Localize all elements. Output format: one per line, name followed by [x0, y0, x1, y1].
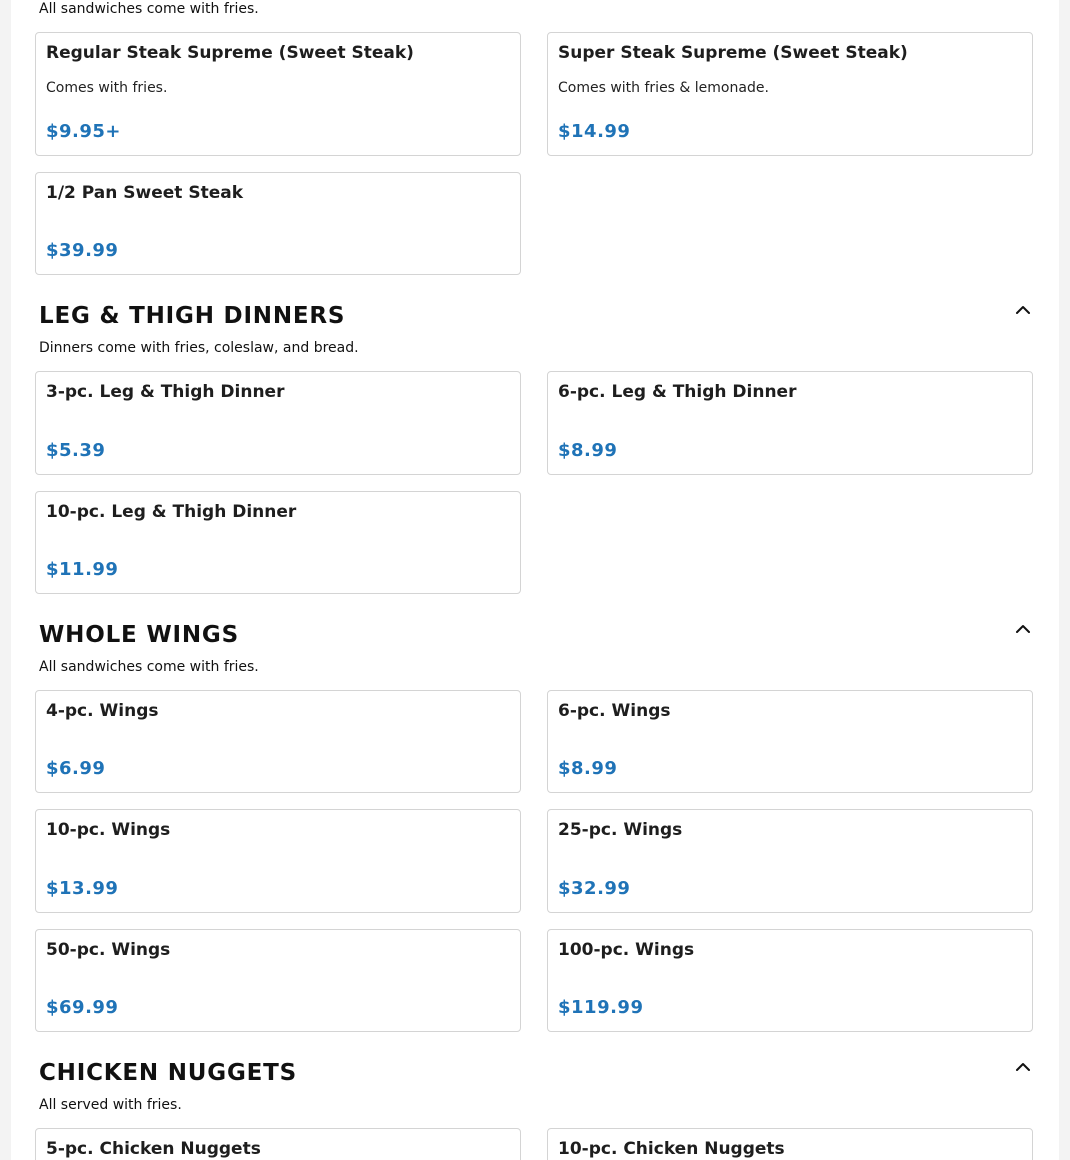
menu-item-name: 6-pc. Leg & Thigh Dinner: [558, 382, 797, 402]
menu-item-name: 100-pc. Wings: [558, 940, 695, 960]
menu-item-name: 25-pc. Wings: [558, 820, 683, 840]
menu-item-name: 6-pc. Wings: [558, 701, 671, 721]
section-title: WHOLE WINGS: [39, 622, 239, 648]
menu-item-card[interactable]: [35, 1128, 521, 1160]
menu-item-name: 10-pc. Wings: [46, 820, 171, 840]
section-header: [39, 1058, 1033, 1088]
menu-item-card[interactable]: [547, 32, 1033, 156]
menu-item-price: $69.99: [46, 997, 119, 1018]
menu-item-price: $13.99: [46, 878, 119, 899]
menu-item-name: Regular Steak Supreme (Sweet Steak): [46, 43, 414, 63]
menu-item-card[interactable]: [35, 929, 521, 1032]
section-description: All sandwiches come with fries.: [39, 659, 259, 675]
menu-item-card[interactable]: [35, 172, 521, 275]
menu-item-price: $8.99: [558, 758, 618, 779]
menu-page: [11, 0, 1059, 1160]
menu-item-name: 10-pc. Chicken Nuggets: [558, 1139, 785, 1159]
menu-item-card[interactable]: [35, 491, 521, 594]
menu-item-name: 4-pc. Wings: [46, 701, 159, 721]
menu-item-price: $5.39: [46, 440, 106, 461]
menu-item-description: Comes with fries.: [46, 80, 168, 96]
chevron-up-icon: [1013, 301, 1033, 321]
menu-item-card[interactable]: [35, 32, 521, 156]
menu-section-leg-thigh: [11, 301, 1059, 601]
chevron-up-icon: [1013, 620, 1033, 640]
menu-section-chicken-nuggets: [11, 1058, 1059, 1160]
menu-item-card[interactable]: [547, 809, 1033, 913]
menu-item-price: $8.99: [558, 440, 618, 461]
menu-section-sandwiches: [11, 0, 1059, 290]
menu-item-price: $11.99: [46, 559, 119, 580]
section-header: [39, 301, 1033, 331]
menu-item-card[interactable]: [547, 1128, 1033, 1160]
menu-item-name: 5-pc. Chicken Nuggets: [46, 1139, 261, 1159]
section-description: All sandwiches come with fries.: [39, 1, 259, 17]
menu-item-card[interactable]: [35, 371, 521, 475]
section-description: All served with fries.: [39, 1097, 182, 1113]
collapse-section-button[interactable]: [1013, 620, 1033, 640]
menu-item-card[interactable]: [35, 690, 521, 793]
section-header: [39, 620, 1033, 650]
menu-item-price: $9.95+: [46, 121, 122, 142]
menu-item-description: Comes with fries & lemonade.: [558, 80, 769, 96]
menu-item-price: $32.99: [558, 878, 631, 899]
menu-item-price: $119.99: [558, 997, 644, 1018]
section-description: Dinners come with fries, coleslaw, and bread.: [39, 340, 359, 356]
menu-item-card[interactable]: [35, 809, 521, 913]
menu-item-name: 10-pc. Leg & Thigh Dinner: [46, 502, 297, 522]
menu-item-name: 3-pc. Leg & Thigh Dinner: [46, 382, 285, 402]
section-title: CHICKEN NUGGETS: [39, 1060, 298, 1086]
menu-item-price: $39.99: [46, 240, 119, 261]
menu-item-card[interactable]: [547, 929, 1033, 1032]
menu-item-price: $6.99: [46, 758, 106, 779]
menu-item-name: 50-pc. Wings: [46, 940, 171, 960]
section-title: LEG & THIGH DINNERS: [39, 303, 346, 329]
chevron-up-icon: [1013, 1058, 1033, 1078]
menu-item-price: $14.99: [558, 121, 631, 142]
menu-item-name: 1/2 Pan Sweet Steak: [46, 183, 244, 203]
menu-item-card[interactable]: [547, 371, 1033, 475]
collapse-section-button[interactable]: [1013, 301, 1033, 321]
menu-section-whole-wings: [11, 620, 1059, 1040]
menu-item-name: Super Steak Supreme (Sweet Steak): [558, 43, 908, 63]
collapse-section-button[interactable]: [1013, 1058, 1033, 1078]
menu-item-card[interactable]: [547, 690, 1033, 793]
